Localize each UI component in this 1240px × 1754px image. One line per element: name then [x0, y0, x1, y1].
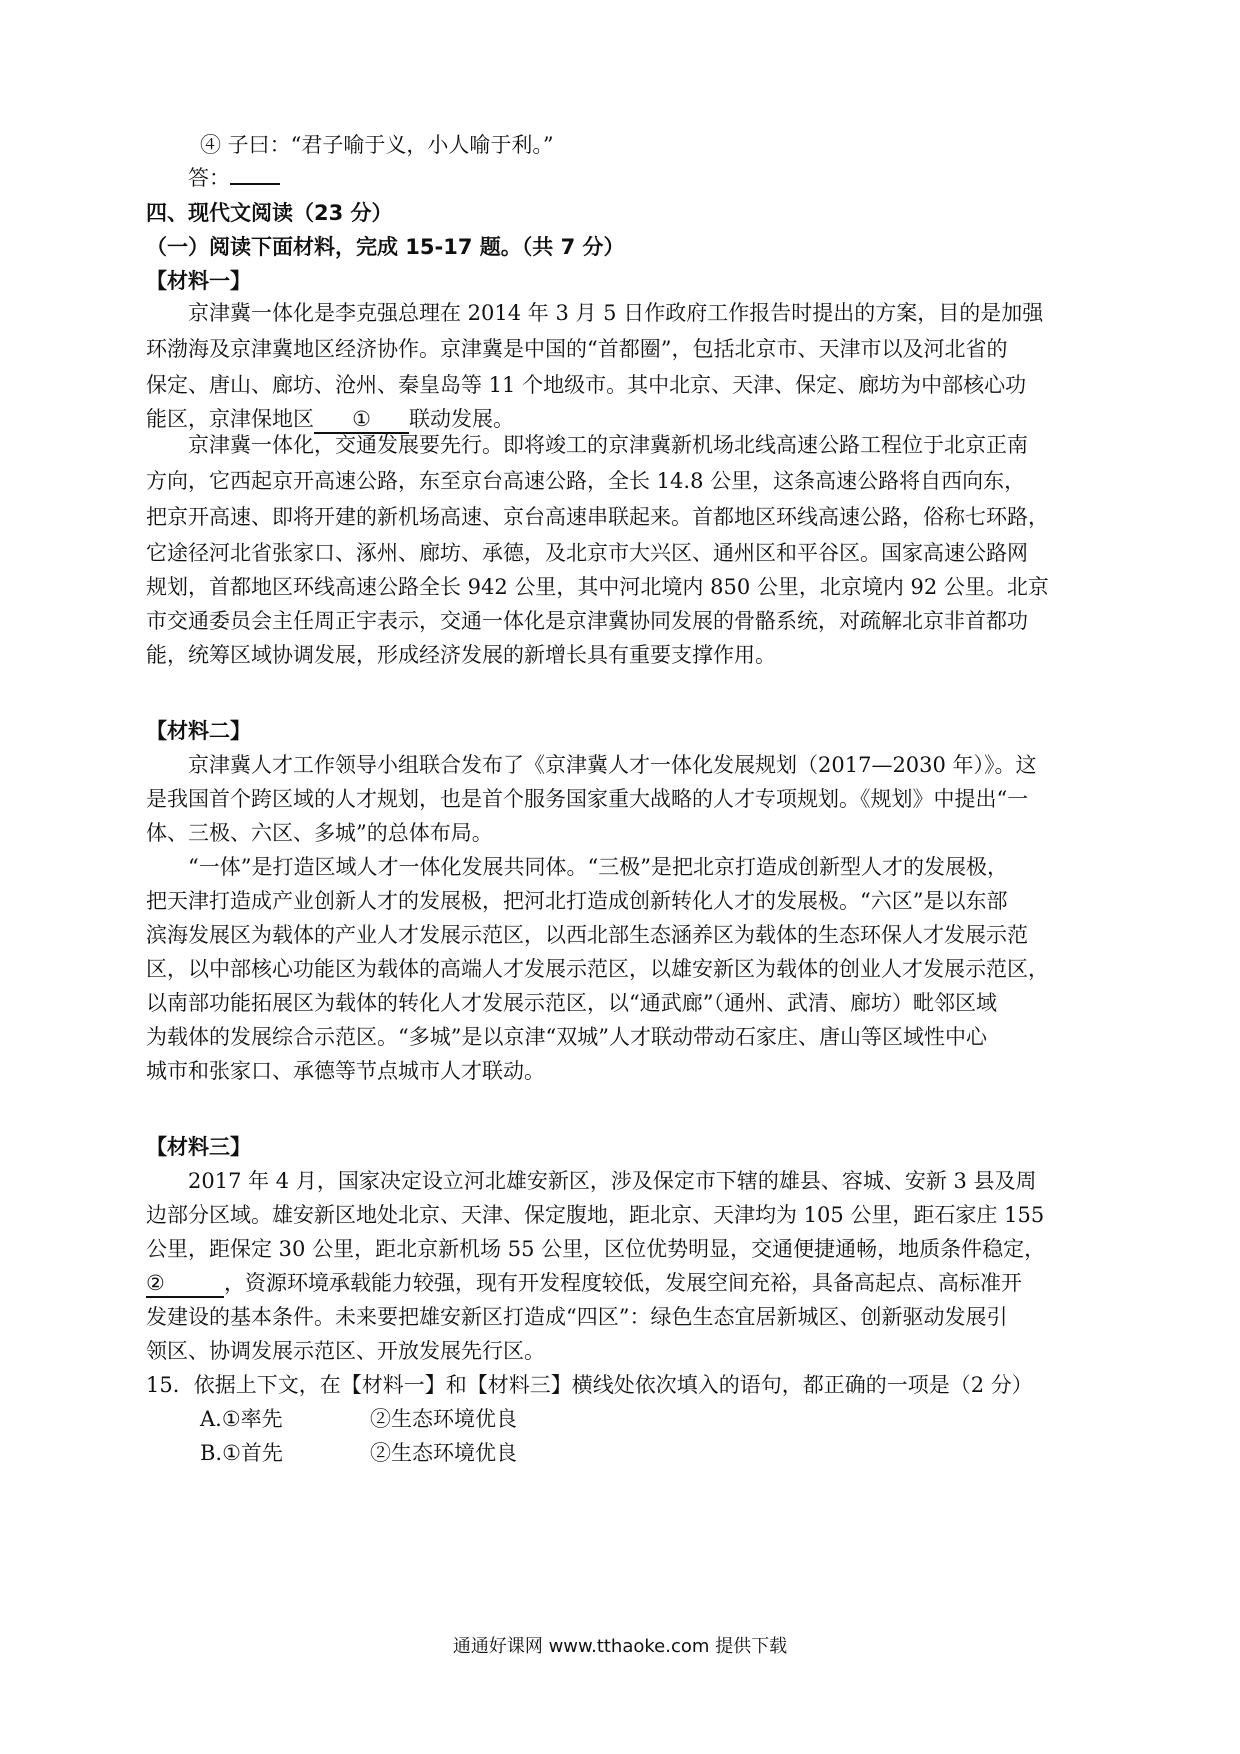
material-1-text: 京津冀一体化是李克强总理在 2014 年 3 月 5 日作政府工作报告时提出的方案，目的是加强 [188, 301, 1044, 325]
option-a-text: ②生态环境优良 [370, 1407, 517, 1431]
material-2-text: 体、三极、六区、多城”的总体布局。 [146, 821, 493, 845]
material-1-text: 把京开高速、即将开建的新机场高速、京台高速串联起来。首都地区环线高速公路，俗称七环路， [146, 505, 1049, 529]
material-1-heading: 【材料一】 [146, 269, 251, 293]
material-3-text: 公里，距保定 30 公里，距北京新机场 55 公里，区位优势明显，交通便捷通畅，地质条件稳定， [146, 1237, 1046, 1261]
material-1-text: 环渤海及京津冀地区经济协作。京津冀是中国的“首都圈”，包括北京市、天津市以及河北省的 [146, 337, 1008, 361]
material-2-text: 城市和张家口、承德等节点城市人才联动。 [146, 1059, 545, 1083]
material-2-text: 为载体的发展综合示范区。“多城”是以京津“双城”人才联动带动石家庄、唐山等区域性中心 [146, 1025, 987, 1049]
material-1-text: 联动发展。 [409, 407, 514, 431]
material-3-text: 发建设的基本条件。未来要把雄安新区打造成“四区”：绿色生态宜居新城区、创新驱动发展引 [146, 1305, 1008, 1329]
material-3-text: 边部分区域。雄安新区地处北京、天津、保定腹地，距北京、天津均为 105 公里，距石家庄 155 [146, 1203, 1045, 1227]
question-15-option-a[interactable] [200, 1404, 1240, 1434]
material-3-text: 领区、协调发展示范区、开放发展先行区。 [146, 1339, 545, 1363]
material-2-heading: 【材料二】 [146, 719, 251, 743]
material-2-text: 区，以中部核心功能区为载体的高端人才发展示范区，以雄安新区为载体的创业人才发展示范区， [146, 957, 1049, 981]
material-3-text: ，资源环境承载能力较强，现有开发程度较低，发展空间充裕，具备高起点、高标准开 [224, 1271, 1022, 1295]
material-1-text: 能，统筹区域协调发展，形成经济发展的新增长具有重要支撑作用。 [146, 643, 776, 667]
q14-item-4: ④ 子曰：“君子喻于义，小人喻于利。” [200, 133, 554, 157]
material-1-text: 它途径河北省张家口、涿州、廊坊、承德，及北京市大兴区、通州区和平谷区。国家高速公路网 [146, 541, 1028, 565]
option-b-label: B.①首先 [200, 1441, 283, 1465]
fill-blank-2: ② [146, 1270, 224, 1298]
question-15-stem: 15．依据上下文，在【材料一】和【材料三】横线处依次填入的语句，都正确的一项是（2 分） [146, 1373, 1033, 1397]
material-2-text: 是我国首个跨区域的人才规划，也是首个服务国家重大战略的人才专项规划。《规划》中提出“一 [146, 787, 1029, 811]
material-3-text: 2017 年 4 月，国家决定设立河北雄安新区，涉及保定市下辖的雄县、容城、安新 3 县及周 [188, 1169, 1037, 1193]
part-1-title: （一）阅读下面材料，完成 15-17 题。（共 7 分） [146, 235, 625, 259]
option-b-text: ②生态环境优良 [370, 1441, 517, 1465]
material-2-text: 京津冀人才工作领导小组联合发布了《京津冀人才一体化发展规划（2017—2030 年）》。这 [188, 753, 1037, 777]
option-a-label: A.①率先 [200, 1407, 283, 1431]
material-3-blank-line [146, 1268, 1240, 1298]
section-4-title: 四、现代文阅读（23 分） [146, 201, 393, 225]
material-1-text: 规划，首都地区环线高速公路全长 942 公里，其中河北境内 850 公里，北京境内 92 公里。北京 [146, 575, 1049, 599]
material-2-text: 把天津打造成产业创新人才的发展极，把河北打造成创新转化人才的发展极。“六区”是以东部 [146, 889, 1008, 913]
page-footer: 通通好课网 www.tthaoke.com 提供下载 [452, 1636, 788, 1657]
q14-answer-line [188, 163, 1240, 193]
material-2-text: 滨海发展区为载体的产业人才发展示范区，以西北部生态涵养区为载体的生态环保人才发展示范 [146, 923, 1028, 947]
material-1-text: 方向，它西起京开高速公路，东至京台高速公路，全长 14.8 公里，这条高速公路将自西向东， [146, 469, 1026, 493]
fill-blank-1: ① [314, 406, 409, 434]
material-2-text: 以南部功能拓展区为载体的转化人才发展示范区，以“通武廊”（通州、武清、廊坊）毗邻区域 [146, 991, 997, 1015]
material-1-text: 保定、唐山、廊坊、沧州、秦皇岛等 11 个地级市。其中北京、天津、保定、廊坊为中部核心功 [146, 373, 1027, 397]
material-3-heading: 【材料三】 [146, 1135, 251, 1159]
answer-label: 答： [188, 166, 230, 190]
material-1-text: 京津冀一体化，交通发展要先行。即将竣工的京津冀新机场北线高速公路工程位于北京正南 [188, 433, 1028, 457]
material-1-text: 市交通委员会主任周正宇表示，交通一体化是京津冀协同发展的骨骼系统，对疏解北京非首都功 [146, 609, 1028, 633]
material-2-text: “一体”是打造区域人才一体化发展共同体。“三极”是把北京打造成创新型人才的发展极， [188, 855, 1008, 879]
question-15-option-b[interactable] [200, 1438, 1240, 1468]
material-1-text: 能区，京津保地区 [146, 407, 314, 431]
answer-blank [230, 183, 280, 185]
